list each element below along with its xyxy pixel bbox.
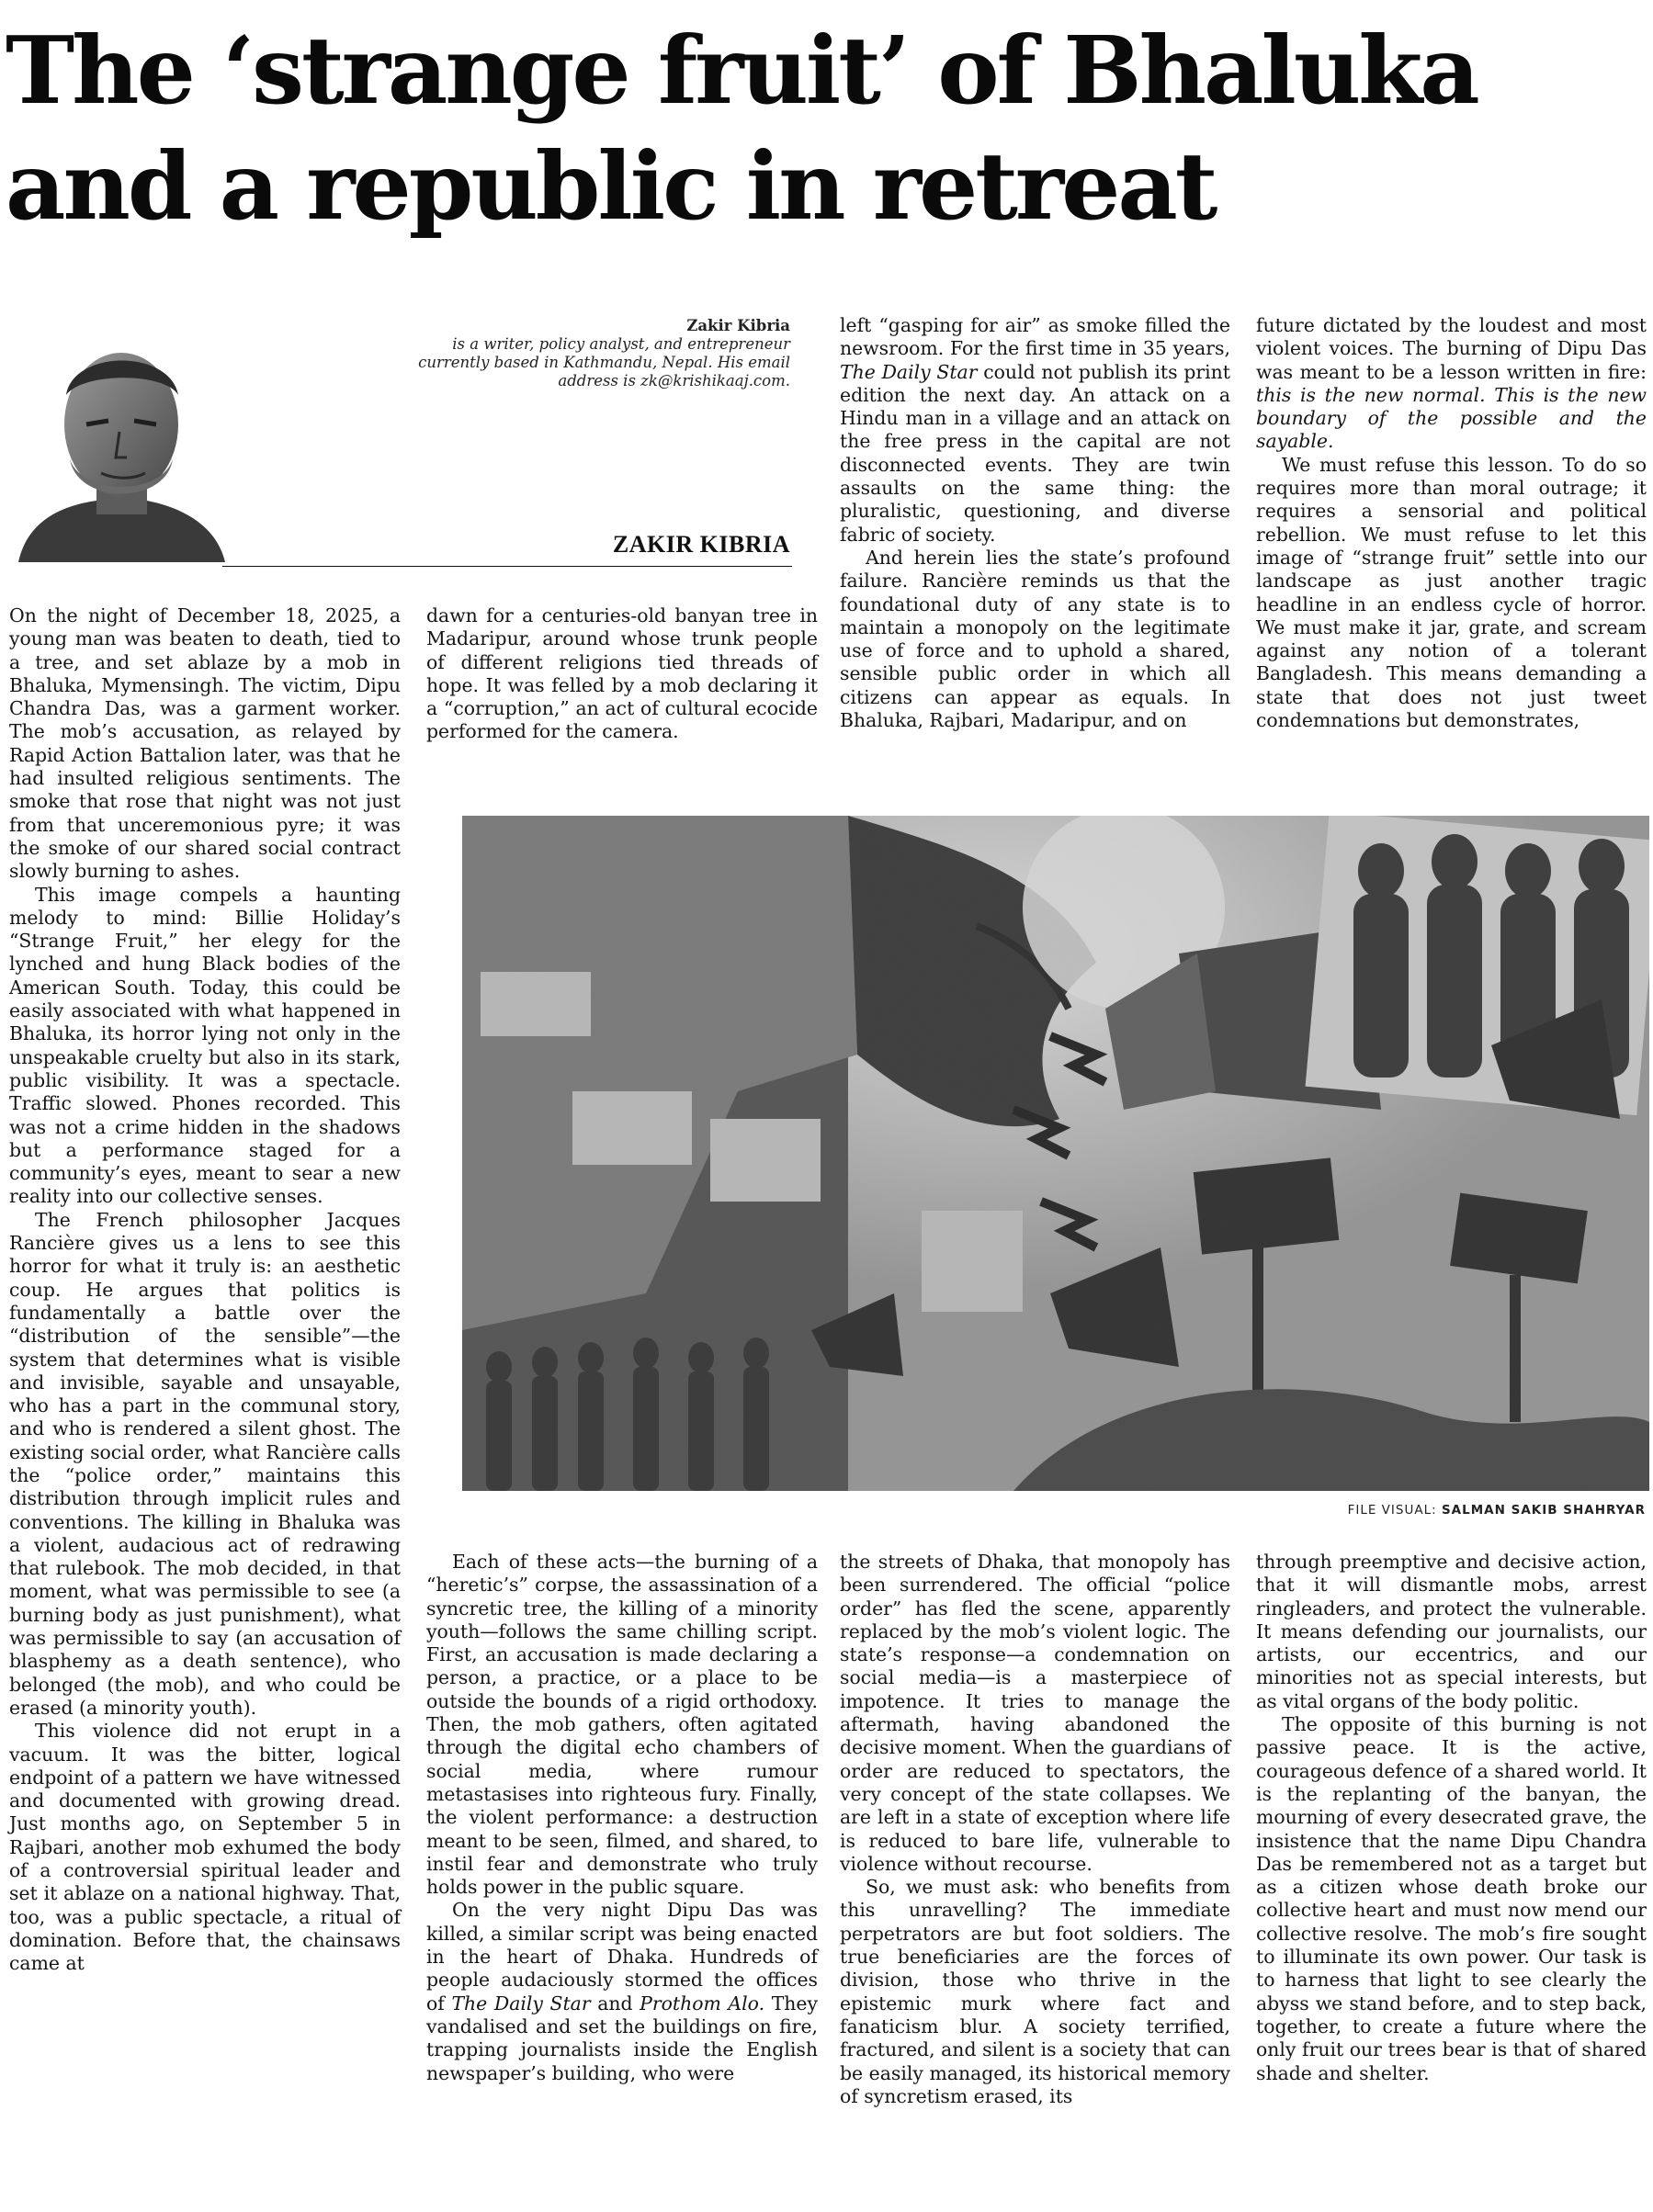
paragraph: This image compels a haunting melody to mind: Billie Holiday’s “Strange Fruit,” her elegy for the lynched and hung Black bodies of the American South. Today, this could be easily associated with what happened in Bhaluka, its horror lying not only in the unspeakable cruelty but also in its stark, public visibility. It was a spectacle. Traffic slowed. Phones recorded. This was not a crime hidden in the shadows but a performance staged for a community’s eyes, meant to sear a new reality into our collective senses. [9, 883, 401, 1208]
paragraph: The French philosopher Jacques Rancière gives us a lens to see this horror for what it truly is: an aesthetic coup. He argues that politics is fundamentally a battle over the “distribution of the sensible”—the system that determines what is visible and invisible, sayable and unsayable, who has a part in the communal story, and who is rendered a silent ghost. The existing social order, what Rancière calls the “police order,” maintains this distribution through implicit rules and conventions. The killing in Bhaluka was a violent, audacious act of redrawing that rulebook. The mob decided, in that moment, what was permissible to see (a burning body as just punishment), what was permissible to say (an accusation of blasphemy as a death sentence), who belonged (the mob), and who could be erased (a minority youth). [9, 1208, 401, 1719]
author-bio [404, 317, 790, 390]
article-headline [6, 13, 1650, 244]
credit-name: SALMAN SAKIB SHAHRYAR [1441, 1503, 1646, 1518]
author-photo [9, 322, 230, 562]
publication-name: The Daily Star [840, 360, 978, 383]
headline-line-2: and a republic in retreat [6, 131, 1216, 241]
article-column-2-bottom [426, 1551, 818, 2085]
paragraph: Each of these acts—the burning of a “heretic’s” corpse, the assassination of a syncretic tree, the killing of a minority youth—follows the same chilling script. First, an accusation is made declaring a person, a practice, or a place to be outside the bounds of a rigid orthodoxy. Then, the mob gathers, often agitated through the digital echo chambers of social media, where rumour metastasises into righteous fury. Finally, the violent performance: a destruction meant to be seen, filmed, and shared, to instil fear and demonstrate who truly holds power in the public square. [426, 1551, 818, 1899]
byline-rule [222, 566, 792, 567]
paragraph: On the night of December 18, 2025, a young man was beaten to death, tied to a tree, and set ablaze by a mob in Bhaluka, Mymensingh. The victim, Dipu Chandra Das, was a garment worker. The mob’s accusation, as relayed by Rapid Action Battalion later, was that he had insulted religious sentiments. The smoke that rose that night was not just from that unceremonious pyre; it was the smoke of our shared social contract slowly burning to ashes. [9, 604, 401, 883]
paragraph: So, we must ask: who benefits from this unravelling? The immediate perpetrators are but foot soldiers. The true beneficiaries are the forces of division, those who thrive in the epistemic murk where fact and fanaticism blur. A society terrified, fractured, and silent is a society that can be easily managed, its historical memory of syncretism erased, its [840, 1876, 1230, 2107]
article-illustration [462, 816, 1649, 1491]
publication-name: Prothom Alo. [640, 1992, 765, 2014]
italic-statement: this is the new normal. This is the new boundary of the possible and the sayable. [1256, 383, 1647, 453]
illustration-credit [1348, 1503, 1646, 1518]
paragraph: This violence did not erupt in a vacuum. It was the bitter, logical endpoint of a pattern we have witnessed and documented with growing dread. Just months ago, on September 5 in Rajbari, another mob exhumed the body of a controversial spiritual leader and set it ablaze on a national highway. That, too, was a public spectacle, a ritual of domination. Before that, the chainsaws came at [9, 1720, 401, 1975]
headline-line-1: The ‘strange fruit’ of Bhaluka [6, 16, 1478, 125]
paragraph: On the very night Dipu Das was killed, a similar script was being enacted in the heart of Dhaka. Hundreds of people audaciously stormed the offices of The Daily Star and Prothom Alo. They vandalised and set the buildings on fire, trapping journalists inside the English newspaper’s building, who were [426, 1899, 819, 2084]
paragraph: through preemptive and decisive action, that it will dismantle mobs, arrest ringleaders, and protect the vulnerable. It means defending our journalists, our artists, our eccentrics, and our minorities not as special interests, but as vital organs of the body politic. [1256, 1551, 1647, 1712]
article-column-2-top [426, 604, 818, 744]
paragraph: The opposite of this burning is not passive peace. It is the active, courageous defence of a shared world. It is the replanting of the banyan, the mourning of every desecrated grave, the insistence that the name Dipu Chandra Das be remembered not as a target but as a citizen whose death broke our collective heart and must now mend our collective resolve. The mob’s fire sought to illuminate its own power. Our task is to harness that light to see clearly the abyss we stand before, and to step back, together, to create a future where the only fruit our trees bear is that of shared shade and shelter. [1256, 1713, 1647, 2084]
paragraph: We must refuse this lesson. To do so requires more than moral outrage; it requires a sensorial and political rebellion. We must refuse to let this image of “strange fruit” settle into our landscape as just another tragic headline in an endless cycle of horror. We must make it jar, grate, and scream against any notion of a tolerant Bangladesh. This means demanding a state that does not just tweet condemnations but demonstrates, [1256, 453, 1647, 732]
article-column-3-bottom [840, 1551, 1230, 2108]
paragraph: And herein lies the state’s profound failure. Rancière reminds us that the foundational duty of any state is to maintain a monopoly on the legitimate use of force and to uphold a shared, sensible public order in which all citizens can appear as equals. In Bhaluka, Rajbari, Madaripur, and on [840, 546, 1230, 732]
article-column-1 [9, 604, 401, 1976]
paragraph: future dictated by the loudest and most violent voices. The burning of Dipu Das was meant to be a lesson written in fire: this is the new normal. This is the new boundary of the possible and the sayable. [1256, 314, 1647, 453]
article-column-4-bottom [1256, 1551, 1647, 2085]
paragraph: dawn for a centuries-old banyan tree in Madaripur, around whose trunk people of different religions tied threads of hope. It was felled by a mob declaring it a “corruption,” an act of cultural ecocide performed for the camera. [426, 604, 818, 743]
author-bio-name: Zakir Kibria [686, 317, 790, 334]
article-column-3-top [840, 314, 1230, 732]
credit-label: FILE VISUAL: [1347, 1503, 1437, 1518]
publication-name: The Daily Star [451, 1992, 591, 2014]
author-bio-text: is a writer, policy analyst, and entrepreneur currently based in Kathmandu, Nepal. His email address is zk@krishikaaj.com. [418, 335, 790, 389]
byline: ZAKIR KIBRIA [612, 531, 790, 558]
paragraph: left “gasping for air” as smoke filled the newsroom. For the first time in 35 years, The Daily Star could not publish its print edition the next day. An attack on a Hindu man in a village and an attack on the free press in the capital are not disconnected events. They are twin assaults on the same thing: the pluralistic, questioning, and diverse fabric of society. [840, 314, 1230, 546]
paragraph: the streets of Dhaka, that monopoly has been surrendered. The official “police order” has fled the scene, apparently replaced by the mob’s violent logic. The state’s response—a condemnation on social media—is a masterpiece of impotence. It tries to manage the aftermath, having abandoned the decisive moment. When the guardians of order are reduced to spectators, the very concept of the state collapses. We are left in a state of exception where life is reduced to bare life, vulnerable to violence without recourse. [840, 1551, 1230, 1875]
article-column-4-top [1256, 314, 1647, 732]
